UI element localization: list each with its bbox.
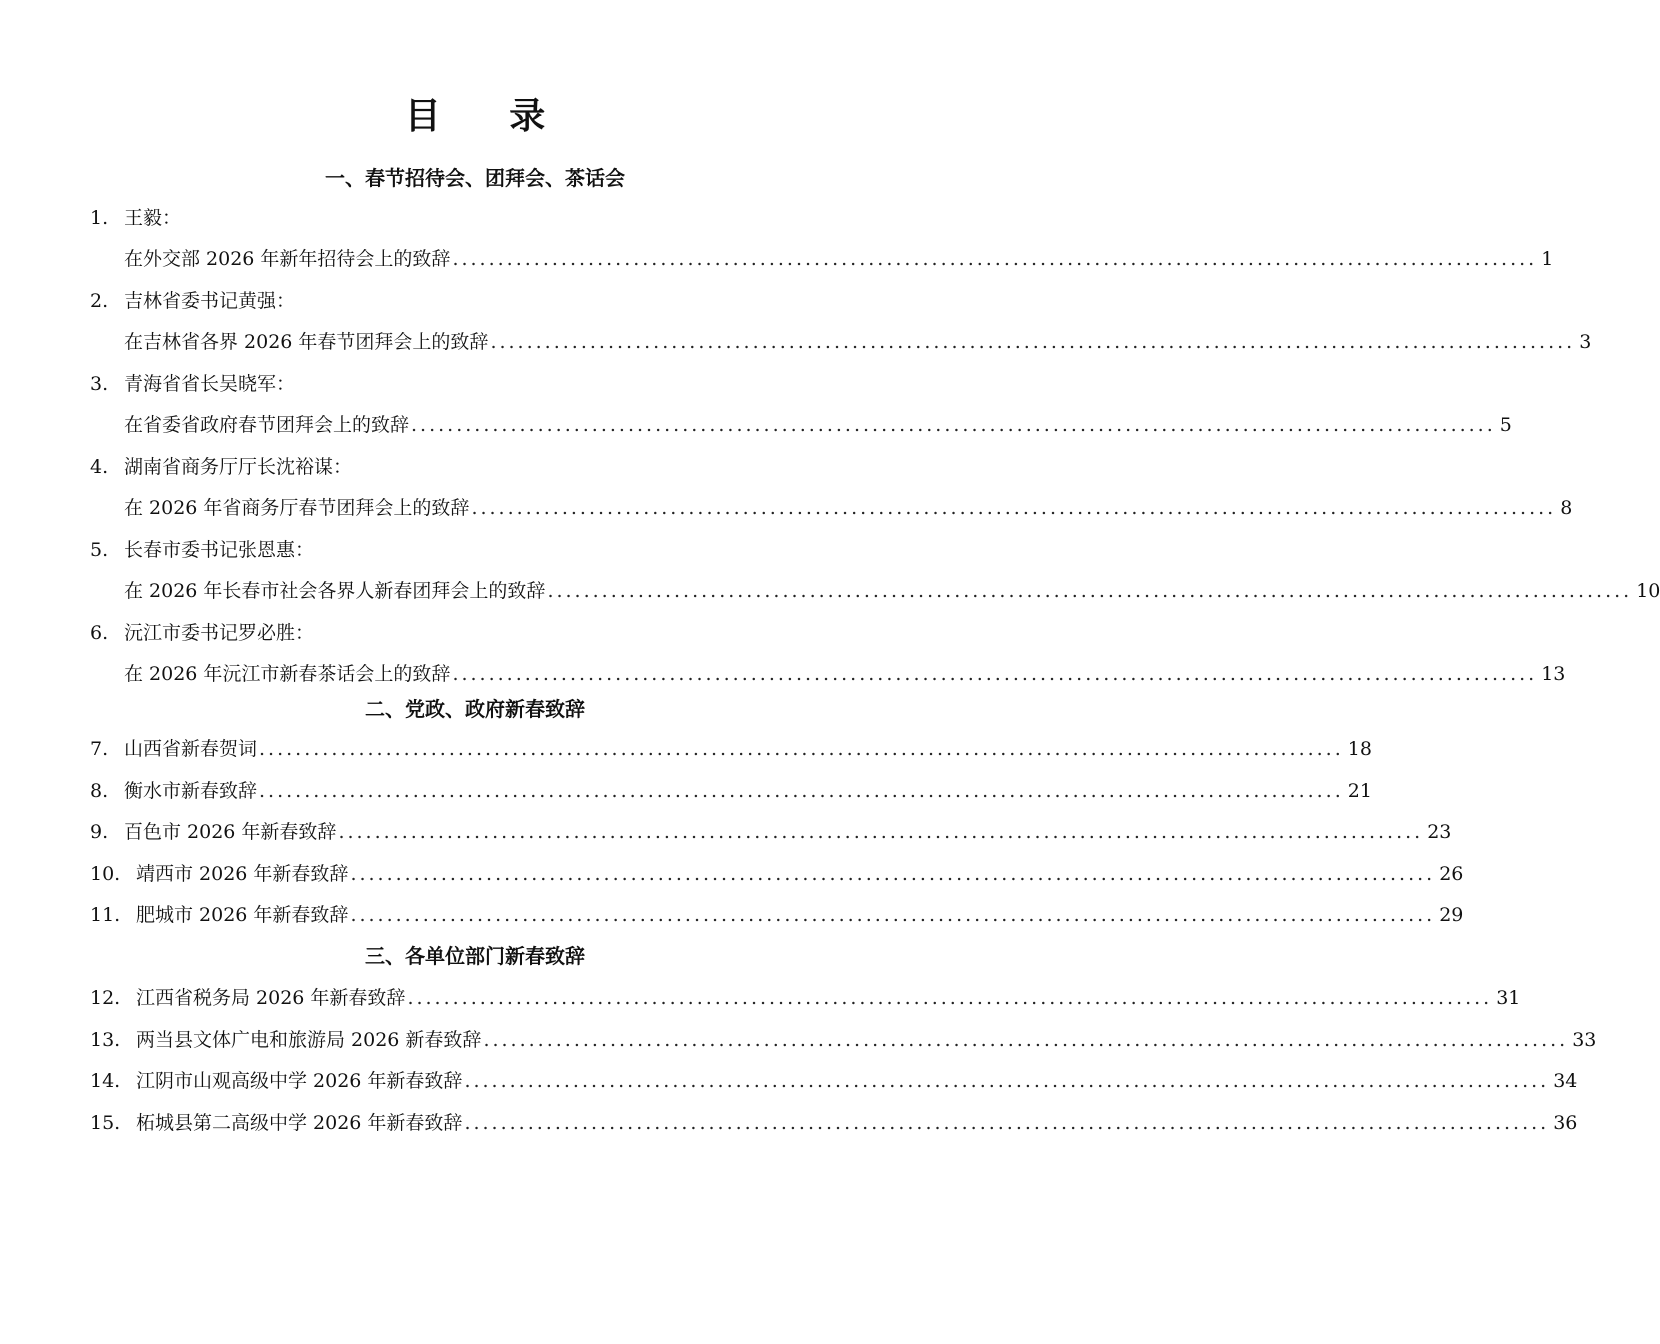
toc-entry-6[interactable] (90, 659, 1566, 689)
entry-number: 6. (90, 622, 109, 644)
entry-speaker: 湖南省商务厅厅长沈裕谋： (124, 456, 353, 478)
toc-entry-3-head (90, 369, 860, 399)
dot-leader: ........................................................................................................................ (338, 821, 1424, 843)
toc-entry-7[interactable] (90, 734, 1372, 764)
entry-title: 肥城市 2026 年新春致辞 (136, 904, 349, 926)
entry-number: 4. (90, 456, 109, 478)
toc-entry-13[interactable] (90, 1025, 1597, 1055)
entry-title: 百色市 2026 年新春致辞 (124, 821, 337, 843)
entry-number: 3. (90, 373, 109, 395)
entry-speaker: 吉林省委书记黄强： (124, 290, 296, 312)
dot-leader: ........................................................................................................................ (547, 580, 1633, 602)
entry-number: 14. (90, 1070, 121, 1092)
entry-title: 在吉林省各界 2026 年春节团拜会上的致辞 (124, 331, 489, 353)
dot-leader: ........................................................................................................................ (411, 414, 1496, 436)
entry-number: 5. (90, 539, 109, 561)
dot-leader: ........................................................................................................................ (259, 738, 1344, 760)
toc-entry-2-head (90, 286, 860, 316)
entry-title: 柘城县第二高级中学 2026 年新春致辞 (136, 1112, 463, 1134)
toc-entry-3[interactable] (90, 410, 1512, 440)
dot-leader: ........................................................................................................................ (464, 1112, 1550, 1134)
entry-page-number: 5 (1499, 414, 1512, 436)
dot-leader: ........................................................................................................................ (259, 780, 1344, 802)
dot-leader: ........................................................................................................................ (350, 863, 1436, 885)
entry-number: 13. (90, 1029, 121, 1051)
entry-page-number: 10 (1636, 580, 1660, 602)
toc-entry-5[interactable] (90, 576, 1660, 606)
dot-leader: ........................................................................................................................ (464, 1070, 1550, 1092)
entry-title: 在 2026 年沅江市新春茶话会上的致辞 (124, 663, 451, 685)
toc-entry-6-head (90, 618, 860, 648)
entry-page-number: 36 (1553, 1112, 1578, 1134)
entry-number: 10. (90, 863, 121, 885)
entry-page-number: 23 (1427, 821, 1452, 843)
entry-title: 衡水市新春致辞 (124, 780, 258, 802)
dot-leader: ........................................................................................................................ (452, 248, 1538, 270)
entry-number: 1. (90, 207, 109, 229)
section-heading-3: 三、各单位部门新春致辞 (365, 944, 585, 968)
page-title: 目 录 (404, 96, 574, 137)
entry-number: 2. (90, 290, 109, 312)
toc-entry-1[interactable] (90, 244, 1554, 274)
dot-leader: ........................................................................................................................ (490, 331, 1576, 353)
toc-entry-9[interactable] (90, 817, 1452, 847)
toc-entry-5-head (90, 535, 860, 565)
entry-title: 在 2026 年长春市社会各界人新春团拜会上的致辞 (124, 580, 546, 602)
entry-page-number: 3 (1579, 331, 1592, 353)
dot-leader: ........................................................................................................................ (471, 497, 1557, 519)
entry-title: 靖西市 2026 年新春致辞 (136, 863, 349, 885)
entry-title: 江阴市山观高级中学 2026 年新春致辞 (136, 1070, 463, 1092)
entry-page-number: 31 (1496, 987, 1521, 1009)
entry-title: 在 2026 年省商务厅春节团拜会上的致辞 (124, 497, 470, 519)
entry-title: 两当县文体广电和旅游局 2026 新春致辞 (136, 1029, 482, 1051)
dot-leader: ........................................................................................................................ (350, 904, 1436, 926)
section-heading-1: 一、春节招待会、团拜会、茶话会 (325, 166, 625, 190)
toc-entry-1-head (90, 203, 860, 233)
entry-number: 7. (90, 738, 109, 760)
entry-number: 12. (90, 987, 121, 1009)
toc-entry-15[interactable] (90, 1108, 1578, 1138)
entry-page-number: 18 (1347, 738, 1372, 760)
entry-speaker: 王毅： (124, 207, 182, 229)
entry-number: 11. (90, 904, 121, 926)
entry-title: 在省委省政府春节团拜会上的致辞 (124, 414, 410, 436)
entry-title: 江西省税务局 2026 年新春致辞 (136, 987, 406, 1009)
entry-page-number: 29 (1439, 904, 1464, 926)
toc-entry-14[interactable] (90, 1066, 1578, 1096)
entry-page-number: 8 (1560, 497, 1573, 519)
entry-number: 15. (90, 1112, 121, 1134)
entry-page-number: 21 (1347, 780, 1372, 802)
toc-entry-10[interactable] (90, 859, 1464, 889)
toc-entry-8[interactable] (90, 776, 1372, 806)
entry-speaker: 长春市委书记张恩惠： (124, 539, 315, 561)
entry-page-number: 34 (1553, 1070, 1578, 1092)
entry-page-number: 26 (1439, 863, 1464, 885)
toc-entry-12[interactable] (90, 983, 1521, 1013)
toc-entry-4[interactable] (90, 493, 1573, 523)
entry-speaker: 沅江市委书记罗必胜： (124, 622, 315, 644)
dot-leader: ........................................................................................................................ (407, 987, 1493, 1009)
section-heading-2: 二、党政、政府新春致辞 (365, 697, 585, 721)
toc-entry-2[interactable] (90, 327, 1592, 357)
entry-speaker: 青海省省长吴晓军： (124, 373, 296, 395)
dot-leader: ........................................................................................................................ (452, 663, 1538, 685)
entry-title: 山西省新春贺词 (124, 738, 258, 760)
toc-entry-11[interactable] (90, 900, 1464, 930)
entry-number: 8. (90, 780, 109, 802)
entry-title: 在外交部 2026 年新年招待会上的致辞 (124, 248, 451, 270)
dot-leader: ........................................................................................................................ (483, 1029, 1569, 1051)
entry-number: 9. (90, 821, 109, 843)
toc-entry-4-head (90, 452, 860, 482)
entry-page-number: 13 (1541, 663, 1566, 685)
entry-page-number: 1 (1541, 248, 1554, 270)
entry-page-number: 33 (1572, 1029, 1597, 1051)
